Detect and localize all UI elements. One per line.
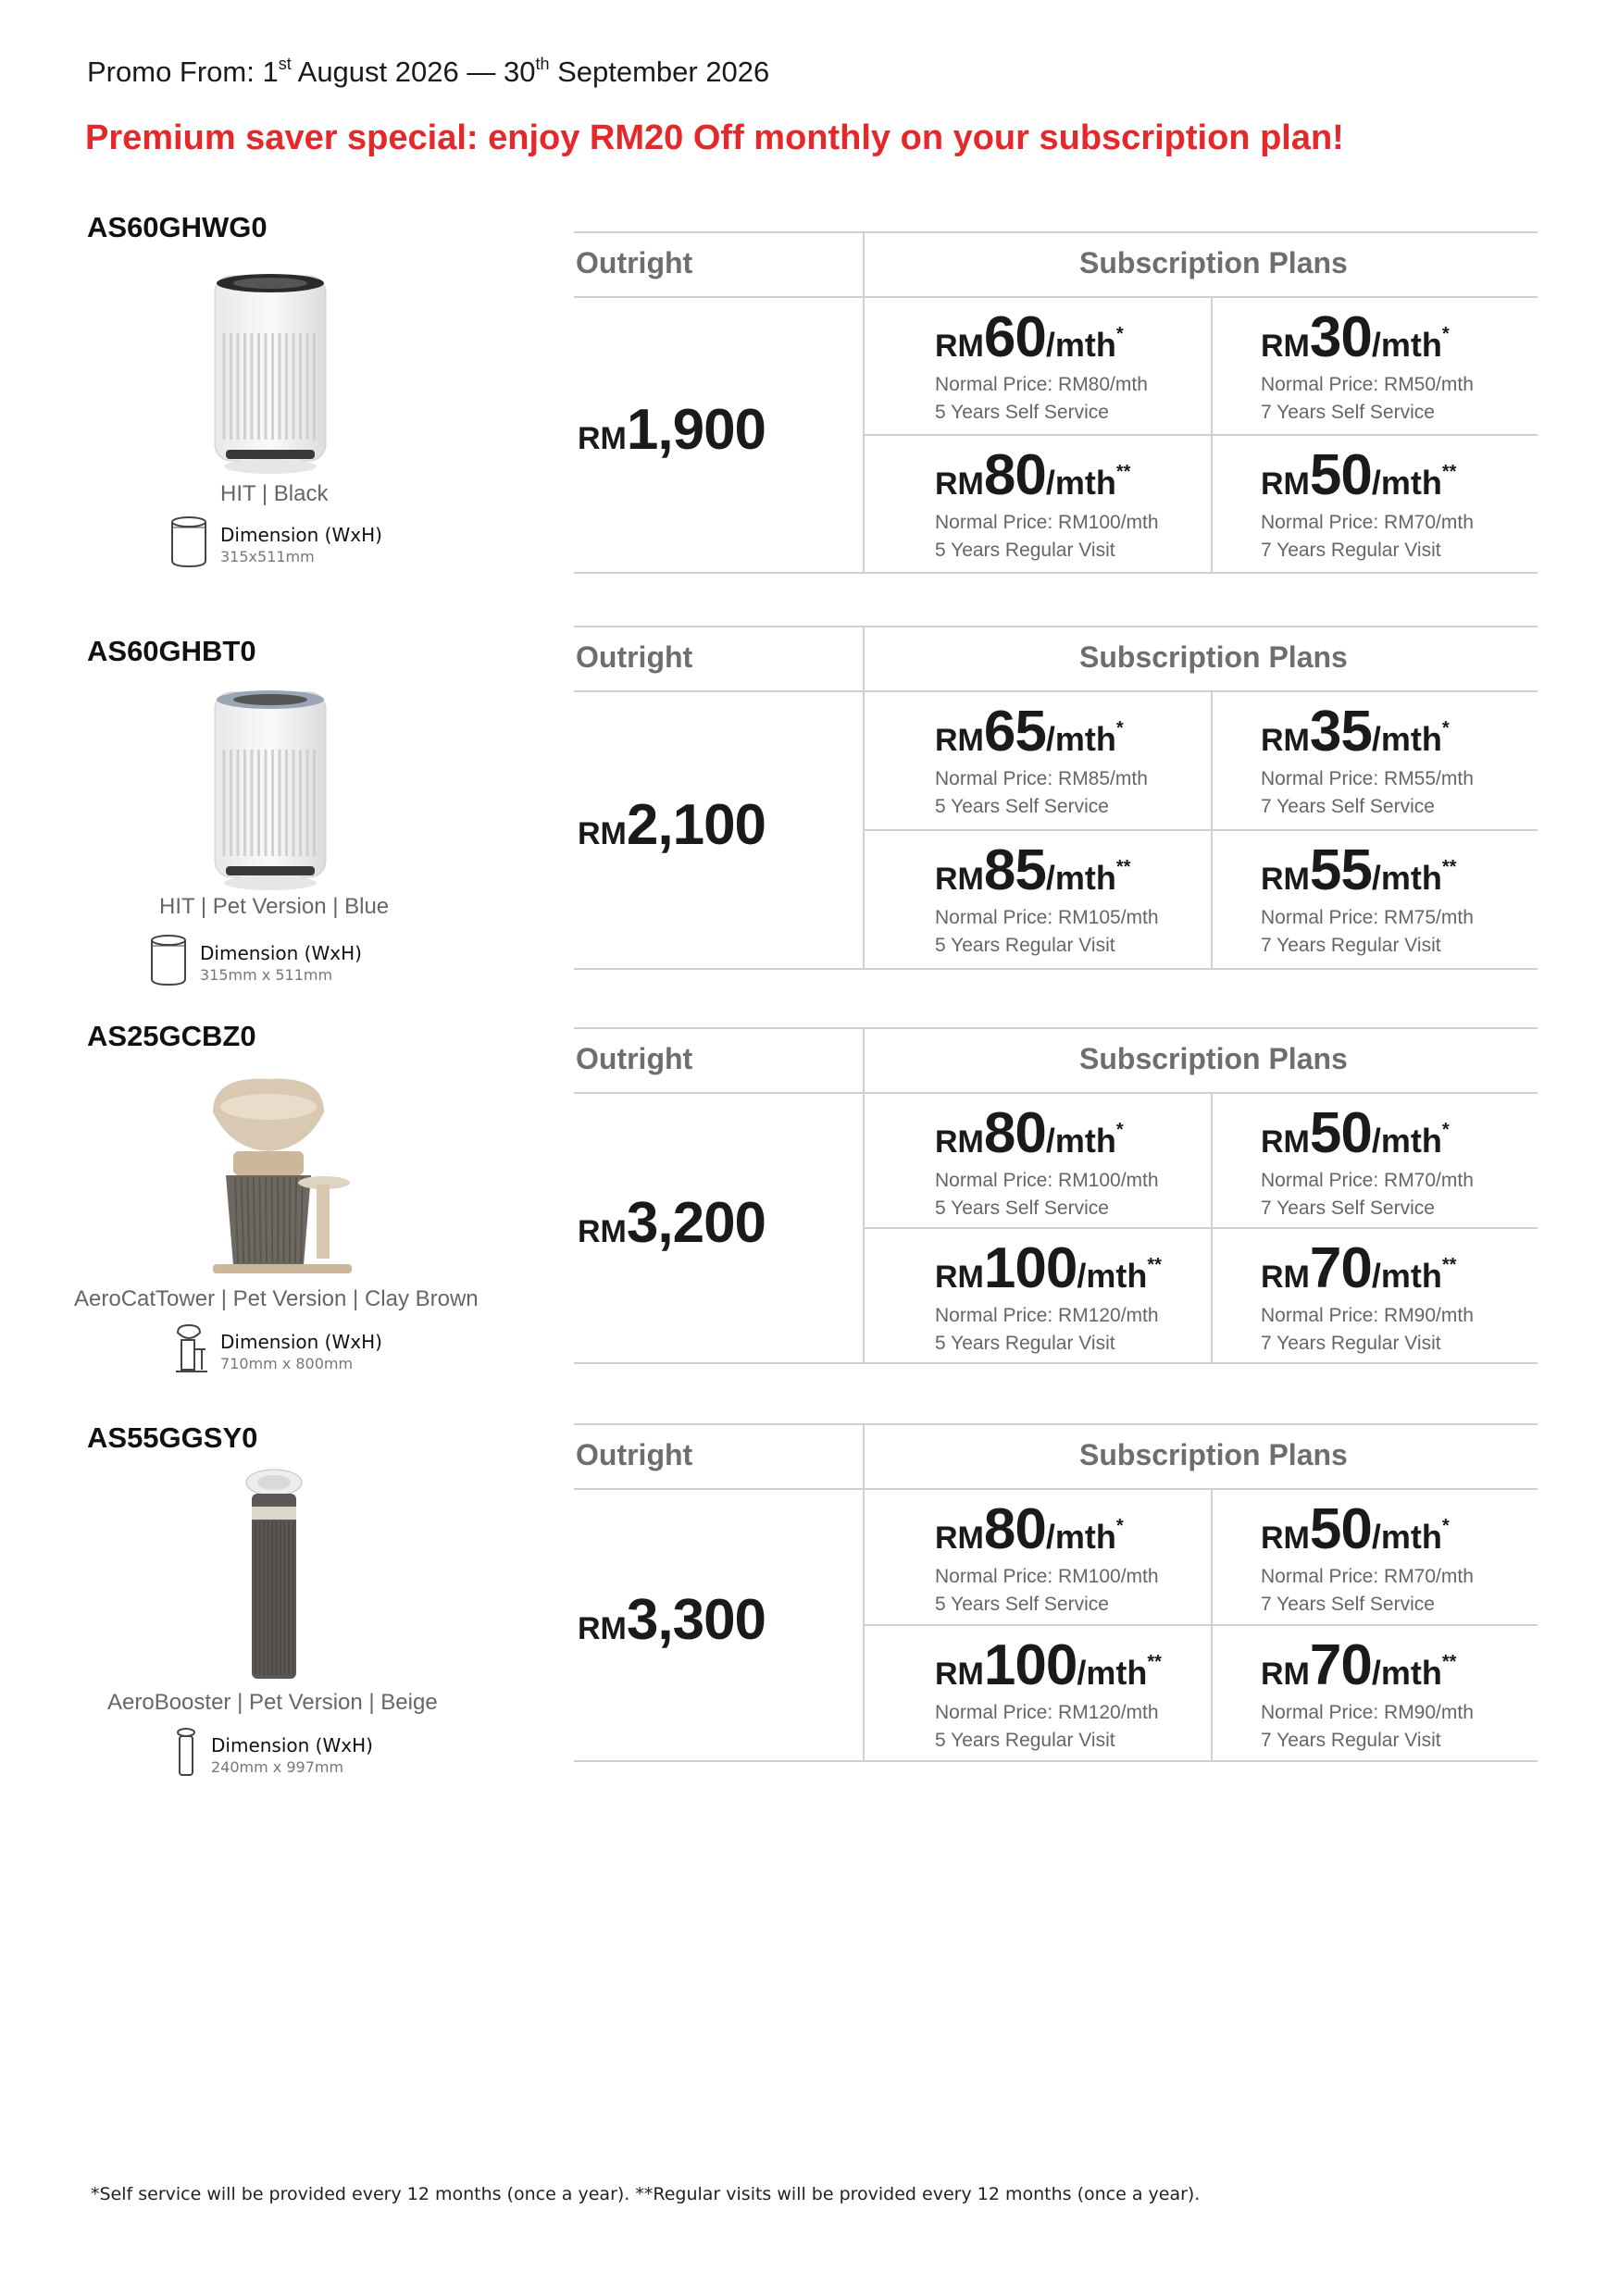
normal-price: Normal Price: RM120/mth xyxy=(935,1702,1159,1723)
footnote-mark: * xyxy=(1115,1120,1124,1140)
subscription-plan xyxy=(935,700,1148,818)
subscription-plan xyxy=(1261,838,1474,957)
column-divider xyxy=(1211,1488,1213,1760)
plan-price xyxy=(1261,1236,1474,1300)
plan-term: 5 Years Regular Visit xyxy=(935,540,1115,561)
price-amount: 65 xyxy=(983,700,1046,763)
plan-term: 7 Years Self Service xyxy=(1261,1594,1435,1615)
plan-term: 5 Years Self Service xyxy=(935,1198,1109,1219)
product-image xyxy=(194,1075,352,1284)
column-divider xyxy=(863,231,865,572)
currency-label: RM xyxy=(935,329,984,364)
footnote-mark: * xyxy=(1441,1120,1450,1140)
normal-price: Normal Price: RM55/mth xyxy=(1261,768,1474,789)
outright-header: Outright xyxy=(576,1438,693,1471)
dimension-icon-svg xyxy=(168,515,209,570)
table-rule xyxy=(574,1362,1538,1364)
currency-label: RM xyxy=(1261,1520,1310,1556)
currency-label: RM xyxy=(935,1124,984,1160)
outright-header: Outright xyxy=(576,246,693,279)
product-image xyxy=(205,268,335,486)
dimension-icon-svg xyxy=(172,1323,209,1375)
plan-price xyxy=(1261,443,1474,507)
model-code: AS60GHBT0 xyxy=(87,635,256,667)
model-code: AS60GHWG0 xyxy=(87,211,268,243)
subscription-plan xyxy=(935,305,1148,424)
footnote-mark: * xyxy=(1115,1516,1124,1536)
plan-price xyxy=(1261,700,1474,763)
plan-term: 7 Years Regular Visit xyxy=(1261,935,1441,956)
footnote-mark: ** xyxy=(1441,857,1457,877)
price-amount: 3,300 xyxy=(626,1588,766,1652)
plan-price xyxy=(1261,1101,1474,1165)
outright-price xyxy=(578,397,766,463)
table-rule xyxy=(574,1760,1538,1762)
table-rule xyxy=(574,296,1538,298)
table-rule xyxy=(574,1092,1538,1094)
subscription-plan xyxy=(1261,1497,1474,1616)
table-rule xyxy=(574,626,1538,627)
price-unit: /mth xyxy=(1045,1122,1116,1160)
currency-label: RM xyxy=(1261,466,1310,502)
price-amount: 55 xyxy=(1309,838,1372,902)
currency-label: RM xyxy=(935,1260,984,1295)
footnote-mark: ** xyxy=(1115,462,1131,482)
plan-price xyxy=(1261,305,1474,369)
plan-term: 7 Years Self Service xyxy=(1261,796,1435,817)
price-amount: 30 xyxy=(1309,305,1372,369)
price-amount: 2,100 xyxy=(626,793,766,857)
currency-label: RM xyxy=(1261,1260,1310,1295)
outright-price xyxy=(578,792,766,858)
price-unit: /mth xyxy=(1371,1654,1442,1692)
subscription-plan xyxy=(1261,443,1474,562)
dimension-title: Dimension (WxH) xyxy=(211,1734,373,1756)
currency-label: RM xyxy=(1261,329,1310,364)
price-unit: /mth xyxy=(1077,1654,1148,1692)
price-unit: /mth xyxy=(1045,464,1116,502)
dimension-icon xyxy=(168,515,209,575)
outright-header: Outright xyxy=(576,1042,693,1075)
footnote-mark: * xyxy=(1441,324,1450,344)
subscription-plan xyxy=(935,1101,1159,1220)
column-divider xyxy=(863,1423,865,1760)
dimension-block xyxy=(168,515,382,575)
normal-price: Normal Price: RM70/mth xyxy=(1261,512,1474,533)
footnote-mark: * xyxy=(1115,324,1124,344)
price-amount: 60 xyxy=(983,305,1046,369)
price-unit: /mth xyxy=(1371,859,1442,897)
table-rule xyxy=(574,968,1538,970)
price-unit: /mth xyxy=(1371,720,1442,758)
price-unit: /mth xyxy=(1371,1257,1442,1295)
price-unit: /mth xyxy=(1045,1518,1116,1556)
table-rule xyxy=(574,1423,1538,1425)
normal-price: Normal Price: RM80/mth xyxy=(935,374,1148,395)
footnote-mark: * xyxy=(1441,1516,1450,1536)
dimension-icon xyxy=(148,933,189,993)
price-amount: 50 xyxy=(1309,443,1372,507)
plan-term: 5 Years Regular Visit xyxy=(935,1730,1115,1751)
outright-price xyxy=(578,1587,766,1653)
dimension-title: Dimension (WxH) xyxy=(220,1331,382,1353)
footnote-mark: ** xyxy=(1147,1652,1162,1672)
normal-price: Normal Price: RM70/mth xyxy=(1261,1566,1474,1587)
plan-price xyxy=(935,1236,1162,1300)
price-unit: /mth xyxy=(1077,1257,1148,1295)
footnote-mark: ** xyxy=(1147,1255,1162,1275)
normal-price: Normal Price: RM100/mth xyxy=(935,1170,1159,1191)
subscription-plan xyxy=(935,838,1159,957)
column-divider xyxy=(863,1027,865,1362)
currency-label: RM xyxy=(935,723,984,758)
currency-label: RM xyxy=(578,1214,627,1249)
promo-headline: Premium saver special: enjoy RM20 Off monthly on your subscription plan! xyxy=(85,118,1344,157)
subscription-plan xyxy=(935,1633,1162,1752)
table-rule xyxy=(863,434,1538,436)
plan-term: 7 Years Regular Visit xyxy=(1261,1730,1441,1751)
product-label: HIT | Black xyxy=(220,481,329,506)
price-unit: /mth xyxy=(1371,1518,1442,1556)
price-unit: /mth xyxy=(1045,326,1116,364)
currency-label: RM xyxy=(1261,1124,1310,1160)
subscription-plan xyxy=(1261,1633,1474,1752)
subscription-plan xyxy=(935,443,1159,562)
price-unit: /mth xyxy=(1371,1122,1442,1160)
column-divider xyxy=(1211,296,1213,572)
footnote-mark: * xyxy=(1441,718,1450,738)
subscription-plan xyxy=(935,1497,1159,1616)
price-unit: /mth xyxy=(1371,464,1442,502)
currency-label: RM xyxy=(578,421,627,456)
price-unit: /mth xyxy=(1045,720,1116,758)
table-rule xyxy=(574,690,1538,692)
table-rule xyxy=(574,231,1538,233)
plan-price xyxy=(935,1633,1162,1697)
subscription-plan xyxy=(1261,1101,1474,1220)
normal-price: Normal Price: RM90/mth xyxy=(1261,1305,1474,1326)
currency-label: RM xyxy=(935,862,984,897)
table-rule xyxy=(574,1488,1538,1490)
currency-label: RM xyxy=(578,1611,627,1646)
product-label: HIT | Pet Version | Blue xyxy=(159,894,390,919)
currency-label: RM xyxy=(935,1520,984,1556)
price-amount: 100 xyxy=(983,1633,1077,1697)
pricing-table xyxy=(574,626,1538,968)
dimension-icon-svg xyxy=(172,1727,200,1779)
plan-price xyxy=(1261,1633,1474,1697)
currency-label: RM xyxy=(1261,862,1310,897)
product-label: AeroBooster | Pet Version | Beige xyxy=(107,1690,438,1715)
currency-label: RM xyxy=(1261,723,1310,758)
dimension-value: 315x511mm xyxy=(220,548,315,565)
table-rule xyxy=(863,829,1538,831)
dimension-icon xyxy=(172,1727,200,1783)
product-image xyxy=(237,1466,311,1693)
price-amount: 80 xyxy=(983,1101,1046,1165)
dimension-icon xyxy=(172,1323,209,1380)
product-label: AeroCatTower | Pet Version | Clay Brown xyxy=(74,1286,479,1311)
plan-term: 7 Years Regular Visit xyxy=(1261,540,1441,561)
outright-price xyxy=(578,1190,766,1256)
dimension-block xyxy=(172,1727,373,1783)
dimension-block xyxy=(148,933,362,993)
normal-price: Normal Price: RM100/mth xyxy=(935,1566,1159,1587)
price-amount: 80 xyxy=(983,1497,1046,1561)
column-divider xyxy=(863,626,865,968)
price-amount: 3,200 xyxy=(626,1191,766,1255)
table-rule xyxy=(863,1624,1538,1626)
footnote-mark: ** xyxy=(1441,462,1457,482)
footnote-mark: ** xyxy=(1115,857,1131,877)
price-amount: 1,900 xyxy=(626,398,766,462)
price-unit: /mth xyxy=(1371,326,1442,364)
dimension-value: 240mm x 997mm xyxy=(211,1758,344,1776)
plan-term: 7 Years Self Service xyxy=(1261,402,1435,423)
column-divider xyxy=(1211,690,1213,968)
plan-term: 7 Years Regular Visit xyxy=(1261,1333,1441,1354)
price-amount: 70 xyxy=(1309,1633,1372,1697)
normal-price: Normal Price: RM100/mth xyxy=(935,512,1159,533)
subscription-plan xyxy=(1261,700,1474,818)
footnote-mark: * xyxy=(1115,718,1124,738)
subscription-header: Subscription Plans xyxy=(1079,246,1348,279)
subscription-header: Subscription Plans xyxy=(1079,1042,1348,1075)
model-code: AS25GCBZ0 xyxy=(87,1020,256,1052)
plan-price xyxy=(1261,1497,1474,1561)
pricing-table xyxy=(574,1423,1538,1760)
plan-term: 5 Years Self Service xyxy=(935,1594,1109,1615)
subscription-plan xyxy=(935,1236,1162,1355)
normal-price: Normal Price: RM70/mth xyxy=(1261,1170,1474,1191)
price-amount: 85 xyxy=(983,838,1046,902)
table-rule xyxy=(574,1027,1538,1029)
price-unit: /mth xyxy=(1045,859,1116,897)
footnote-mark: ** xyxy=(1441,1255,1457,1275)
dimension-title: Dimension (WxH) xyxy=(200,942,362,964)
currency-label: RM xyxy=(935,466,984,502)
currency-label: RM xyxy=(935,1657,984,1692)
subscription-plan xyxy=(1261,305,1474,424)
currency-label: RM xyxy=(578,816,627,851)
table-rule xyxy=(863,1227,1538,1229)
price-amount: 70 xyxy=(1309,1236,1372,1300)
pricing-table xyxy=(574,231,1538,572)
price-amount: 50 xyxy=(1309,1101,1372,1165)
plan-price xyxy=(935,700,1148,763)
plan-term: 5 Years Self Service xyxy=(935,402,1109,423)
plan-price xyxy=(935,838,1159,902)
plan-price xyxy=(935,1101,1159,1165)
dimension-icon-svg xyxy=(148,933,189,988)
price-amount: 100 xyxy=(983,1236,1077,1300)
dimension-value: 315mm x 511mm xyxy=(200,966,333,984)
plan-price xyxy=(1261,838,1474,902)
currency-label: RM xyxy=(1261,1657,1310,1692)
subscription-header: Subscription Plans xyxy=(1079,640,1348,674)
subscription-plan xyxy=(1261,1236,1474,1355)
plan-price xyxy=(935,1497,1159,1561)
pricing-table xyxy=(574,1027,1538,1362)
promo-period: Promo From: 1st August 2026 — 30th September 2026 xyxy=(87,55,770,88)
table-rule xyxy=(574,572,1538,574)
dimension-title: Dimension (WxH) xyxy=(220,524,382,546)
dimension-value: 710mm x 800mm xyxy=(220,1355,354,1372)
plan-term: 5 Years Regular Visit xyxy=(935,1333,1115,1354)
footnote-mark: ** xyxy=(1441,1652,1457,1672)
model-code: AS55GGSY0 xyxy=(87,1421,258,1454)
normal-price: Normal Price: RM120/mth xyxy=(935,1305,1159,1326)
subscription-header: Subscription Plans xyxy=(1079,1438,1348,1471)
normal-price: Normal Price: RM75/mth xyxy=(1261,907,1474,928)
plan-price xyxy=(935,305,1148,369)
column-divider xyxy=(1211,1092,1213,1362)
price-amount: 50 xyxy=(1309,1497,1372,1561)
normal-price: Normal Price: RM50/mth xyxy=(1261,374,1474,395)
plan-term: 5 Years Regular Visit xyxy=(935,935,1115,956)
dimension-block xyxy=(172,1323,382,1380)
price-amount: 80 xyxy=(983,443,1046,507)
product-image xyxy=(205,685,335,902)
price-amount: 35 xyxy=(1309,700,1372,763)
normal-price: Normal Price: RM105/mth xyxy=(935,907,1159,928)
plan-price xyxy=(935,443,1159,507)
normal-price: Normal Price: RM85/mth xyxy=(935,768,1148,789)
outright-header: Outright xyxy=(576,640,693,674)
plan-term: 7 Years Self Service xyxy=(1261,1198,1435,1219)
normal-price: Normal Price: RM90/mth xyxy=(1261,1702,1474,1723)
plan-term: 5 Years Self Service xyxy=(935,796,1109,817)
footnote: *Self service will be provided every 12 months (once a year). **Regular visits will be provided every 12 months (once a year). xyxy=(91,2184,1201,2204)
